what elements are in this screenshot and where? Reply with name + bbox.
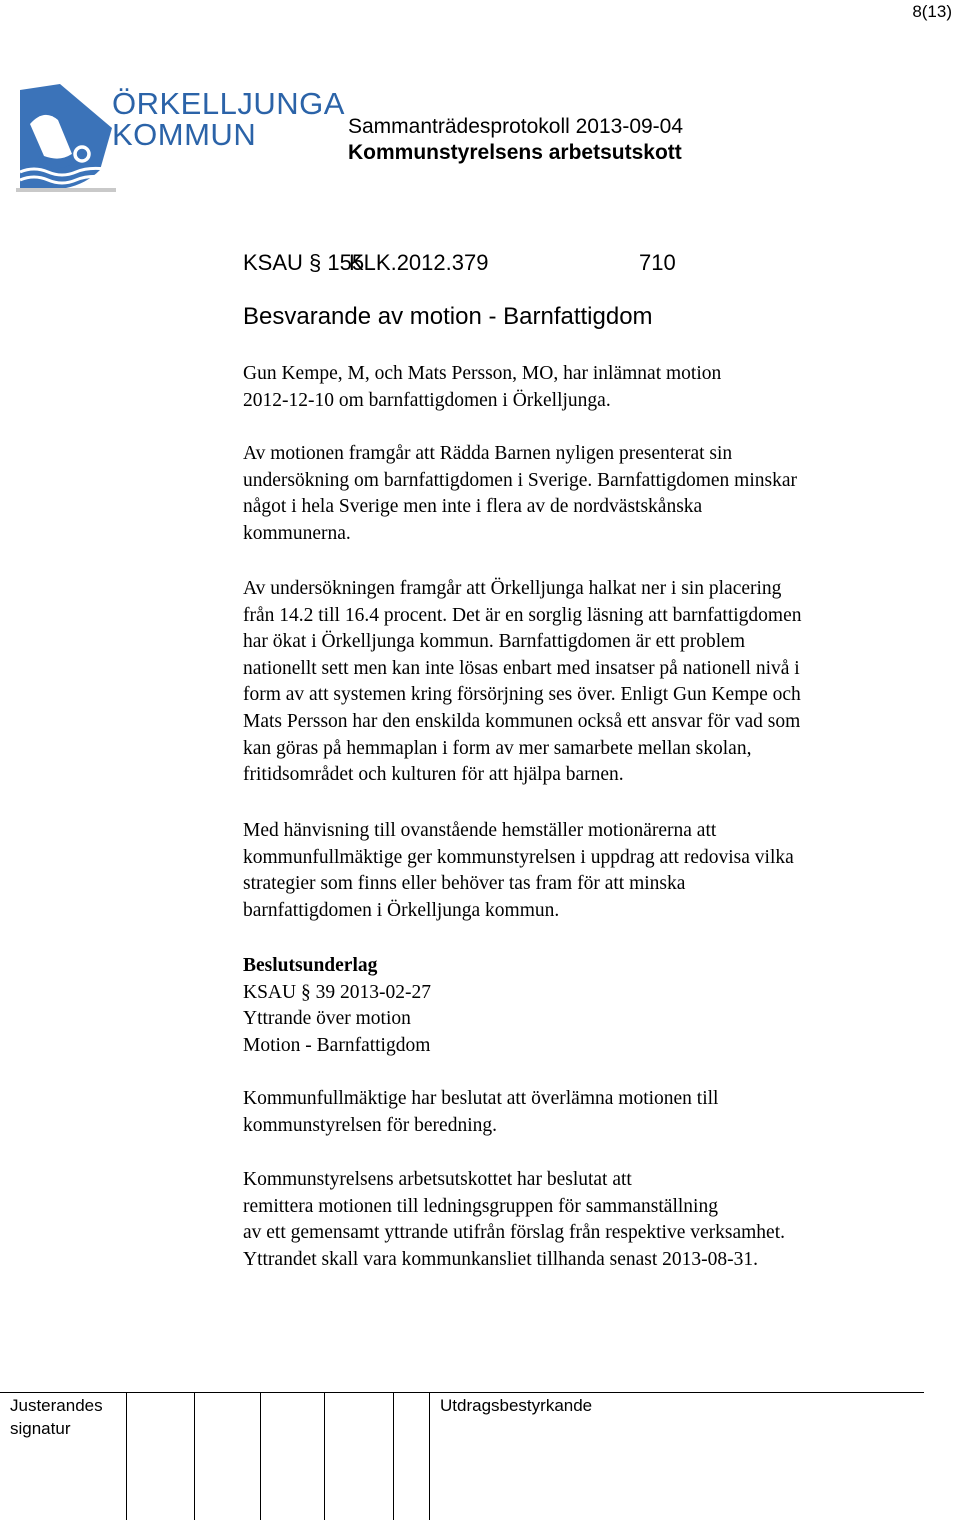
- signature-divider: [429, 1392, 430, 1520]
- text-line: något i hela Sverige men inte i flera av de nordvästskånska: [243, 496, 703, 518]
- paragraph-background: [243, 441, 923, 547]
- logo-line-1: ÖRKELLJUNGA: [112, 86, 345, 121]
- paragraph-committee-decision: [243, 1167, 923, 1273]
- basis-item: KSAU § 39 2013-02-27: [243, 981, 431, 1003]
- paragraph-intro: [243, 361, 923, 414]
- text-line: har ökat i Örkelljunga kommun. Barnfattigdomen är ett problem: [243, 631, 745, 653]
- text-line: Kommunstyrelsens arbetsutskottet har beslutat att: [243, 1169, 632, 1190]
- text-line: från 14.2 till 16.4 procent. Det är en sorglig läsning att barnfattigdomen: [243, 604, 802, 626]
- text-line: kommunerna.: [243, 522, 351, 544]
- bell-emblem-icon: [16, 84, 116, 192]
- text-line: strategier som finns eller behöver tas fram för att minska: [243, 873, 686, 895]
- text-line: barnfattigdomen i Örkelljunga kommun.: [243, 899, 560, 921]
- text-line: kommunfullmäktige ger kommunstyrelsen i uppdrag att redovisa vilka: [243, 846, 794, 868]
- diarie-number: KLK.2012.379: [349, 250, 489, 275]
- text-line: fritidsområdet och kulturen för att hjälpa barnen.: [243, 764, 624, 786]
- text-line: Av motionen framgår att Rädda Barnen nyligen presenterat sin: [243, 443, 733, 464]
- signature-divider: [126, 1392, 127, 1520]
- section-number: KSAU § 155: [243, 250, 365, 275]
- text-line: kan göras på hemmaplan i form av mer samarbete mellan skolan,: [243, 737, 752, 759]
- signature-rule: [0, 1392, 924, 1393]
- paragraph-request: [243, 818, 923, 924]
- text-line: Yttrandet skall vara kommunkansliet tillhanda senast 2013-08-31.: [243, 1248, 759, 1270]
- text-line: Kommunfullmäktige har beslutat att överlämna motionen till: [243, 1088, 719, 1109]
- decision-basis: [243, 953, 923, 1059]
- protocol-title: Sammanträdesprotokoll 2013-09-04: [348, 115, 684, 138]
- signature-label-line: signatur: [10, 1419, 71, 1438]
- decision-basis-heading: Beslutsunderlag: [243, 955, 378, 976]
- text-line: 2012-12-10 om barnfattigdomen i Örkelljunga.: [243, 389, 611, 411]
- text-line: remittera motionen till ledningsgruppen för sammanställning: [243, 1195, 718, 1217]
- signature-divider: [393, 1392, 394, 1520]
- paragraph-council-decision: [243, 1086, 923, 1139]
- case-reference: [243, 250, 676, 276]
- text-line: Mats Persson har den enskilda kommunen också ett ansvar för vad som: [243, 710, 801, 732]
- committee-name: Kommunstyrelsens arbetsutskott: [348, 141, 682, 164]
- page-title: Besvarande av motion - Barnfattigdom: [243, 303, 653, 330]
- text-line: Gun Kempe, M, och Mats Persson, MO, har inlämnat motion: [243, 363, 722, 384]
- signature-divider: [260, 1392, 261, 1520]
- text-line: kommunstyrelsen för beredning.: [243, 1114, 497, 1136]
- text-line: nationellt sett men kan inte lösas enbart med insatser på nationell nivå i: [243, 657, 800, 679]
- signature-divider: [324, 1392, 325, 1520]
- text-line: undersökning om barnfattigdomen i Sverige. Barnfattigdomen minskar: [243, 469, 798, 491]
- archive-code: 710: [639, 250, 676, 275]
- signature-divider: [194, 1392, 195, 1520]
- signature-label: [10, 1394, 103, 1440]
- page-number: 8(13): [912, 2, 952, 21]
- logo-line-2: KOMMUN: [112, 117, 257, 152]
- text-line: Med hänvisning till ovanstående hemställer motionärerna att: [243, 820, 717, 841]
- basis-item: Motion - Barnfattigdom: [243, 1034, 431, 1056]
- basis-item: Yttrande över motion: [243, 1008, 411, 1030]
- text-line: form av att systemen kring försörjning ses över. Enligt Gun Kempe och: [243, 684, 801, 706]
- text-line: Av undersökningen framgår att Örkelljunga halkat ner i sin placering: [243, 578, 782, 599]
- text-line: av ett gemensamt yttrande utifrån förslag från respektive verksamhet.: [243, 1222, 786, 1244]
- signature-label-line: Justerandes: [10, 1396, 103, 1415]
- municipality-logo-text: [112, 88, 345, 150]
- paragraph-findings: [243, 576, 923, 789]
- certified-extract-label: Utdragsbestyrkande: [440, 1396, 593, 1415]
